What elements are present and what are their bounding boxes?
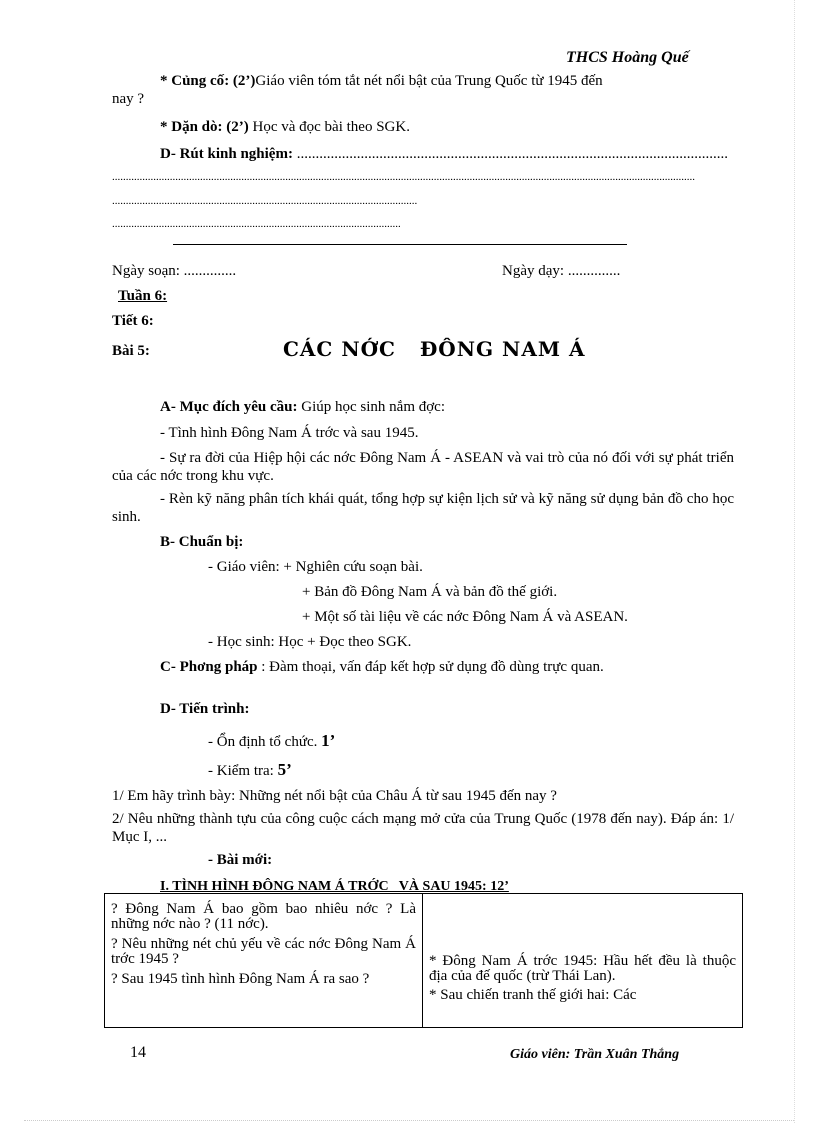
page-number: 14 [130, 1044, 146, 1061]
table-question: ? Đông Nam Á bao gồm bao nhiêu nớc ? Là những nớc nào ? (11 nớc). [111, 901, 416, 932]
dan-do-paragraph [160, 118, 410, 136]
section-b-student: - Học sinh: Học + Đọc theo SGK. [208, 634, 412, 650]
lesson-table [104, 893, 743, 1028]
question-2: 2/ Nêu những thành tựu của công cuộc cách mạng mở cửa của Trung Quốc (1978 đến nay). Đáp án: 1/ Mục I, ... [112, 811, 734, 845]
kiem-tra-text: - Kiểm tra: [208, 763, 278, 779]
section-a-label: A- Mục đích yêu cầu: [160, 399, 298, 415]
section-i-heading: I. TÌNH HÌNH ĐÔNG NAM Á TRỚC VÀ SAU 1945: 12’ [160, 879, 509, 894]
cung-co-text: Giáo viên tóm tắt nét nổi bật của Trung Quốc từ 1945 đến [255, 73, 603, 89]
on-dinh-time: 1’ [321, 731, 336, 750]
section-b-label: B- Chuẩn bị: [160, 534, 244, 550]
bai-moi-label: - Bài mới: [208, 852, 273, 868]
dotted-line: ............................................................................................................... [112, 195, 418, 207]
section-c-paragraph [112, 658, 734, 676]
section-c-label: C- Phơng pháp [160, 659, 258, 675]
page-border [24, 1120, 794, 1121]
section-c-text: : Đàm thoại, vấn đáp kết hợp sử dụng đồ dùng trực quan. [257, 659, 604, 675]
cung-co-paragraph [112, 72, 734, 90]
tiet-label: Tiết 6: [112, 313, 154, 329]
ngay-soan: Ngày soạn: .............. [112, 263, 237, 279]
dan-do-text: Học và đọc bài theo SGK. [248, 119, 410, 135]
on-dinh-text: - Ổn định tổ chức. [208, 734, 322, 750]
cung-co-time: : (2’) [224, 73, 256, 89]
answer-column [423, 894, 743, 1028]
table-answer: * Đông Nam Á trớc 1945: Hầu hết đều là thuộc địa của đế quốc (trừ Thái Lan). [429, 953, 736, 984]
ngay-day: Ngày dạy: .............. [502, 263, 621, 279]
table-question: ? Sau 1945 tình hình Đông Nam Á ra sao ? [111, 971, 370, 987]
section-a-item: - Tình hình Đông Nam Á trớc và sau 1945. [160, 425, 419, 441]
section-b-teacher: + Bản đồ Đông Nam Á và bản đồ thế giới. [302, 584, 558, 600]
table-row [105, 894, 743, 1028]
tuan-label: Tuần 6: [118, 288, 168, 304]
section-a-intro: Giúp học sinh nắm đợc: [297, 399, 445, 415]
section-d-label: D- Tiến trình: [160, 701, 250, 717]
teacher-name: Giáo viên: Trần Xuân Thắng [510, 1047, 680, 1062]
section-b-teacher: + Một số tài liệu về các nớc Đông Nam Á và ASEAN. [302, 609, 628, 625]
dan-do-label: * Dặn dò: (2’) [160, 119, 249, 135]
kiem-tra-time: 5’ [277, 760, 292, 779]
bai-label: Bài 5: [112, 343, 150, 359]
question-1: 1/ Em hãy trình bày: Những nét nổi bật của Châu Á từ sau 1945 đến nay ? [112, 788, 557, 804]
table-question: ? Nêu những nét chủ yếu về các nớc Đông Nam Á trớc 1945 ? [111, 936, 416, 967]
separator-line [173, 244, 627, 245]
section-a-item: - Rèn kỹ năng phân tích khái quát, tổng hợp sự kiện lịch sử và kỹ năng sử dụng bản đồ cho học sinh. [112, 491, 734, 525]
kiem-tra [208, 761, 292, 780]
dotted-line: .................................................................................................................................................................................................................... [112, 171, 695, 183]
section-a-item: - Sự ra đời của Hiệp hội các nớc Đông Nam Á - ASEAN và vai trò của nó đối với sự phát triển của các nớc trong khu vực. [112, 450, 734, 484]
rut-kinh-nghiem-label: D- Rút kinh nghiệm: [160, 146, 293, 162]
section-b-teacher: - Giáo viên: + Nghiên cứu soạn bài. [208, 559, 423, 575]
question-column [105, 894, 423, 1028]
school-header: THCS Hoàng Quế [566, 49, 689, 66]
table-answer: * Sau chiến tranh thế giới hai: Các [429, 987, 637, 1003]
lesson-title: CÁC NỚC ĐÔNG NAM Á [283, 337, 586, 361]
cung-co-text-cont: nay ? [112, 91, 145, 107]
section-a-heading [160, 398, 445, 416]
rut-kinh-nghiem [160, 145, 728, 163]
page-border [794, 0, 795, 1123]
on-dinh [208, 732, 335, 751]
dotted-line: ......................................................................................................... [112, 218, 401, 230]
dotted-line: ................................................................................................................... [296, 146, 728, 162]
cung-co-label: * Củng cố [160, 73, 225, 89]
